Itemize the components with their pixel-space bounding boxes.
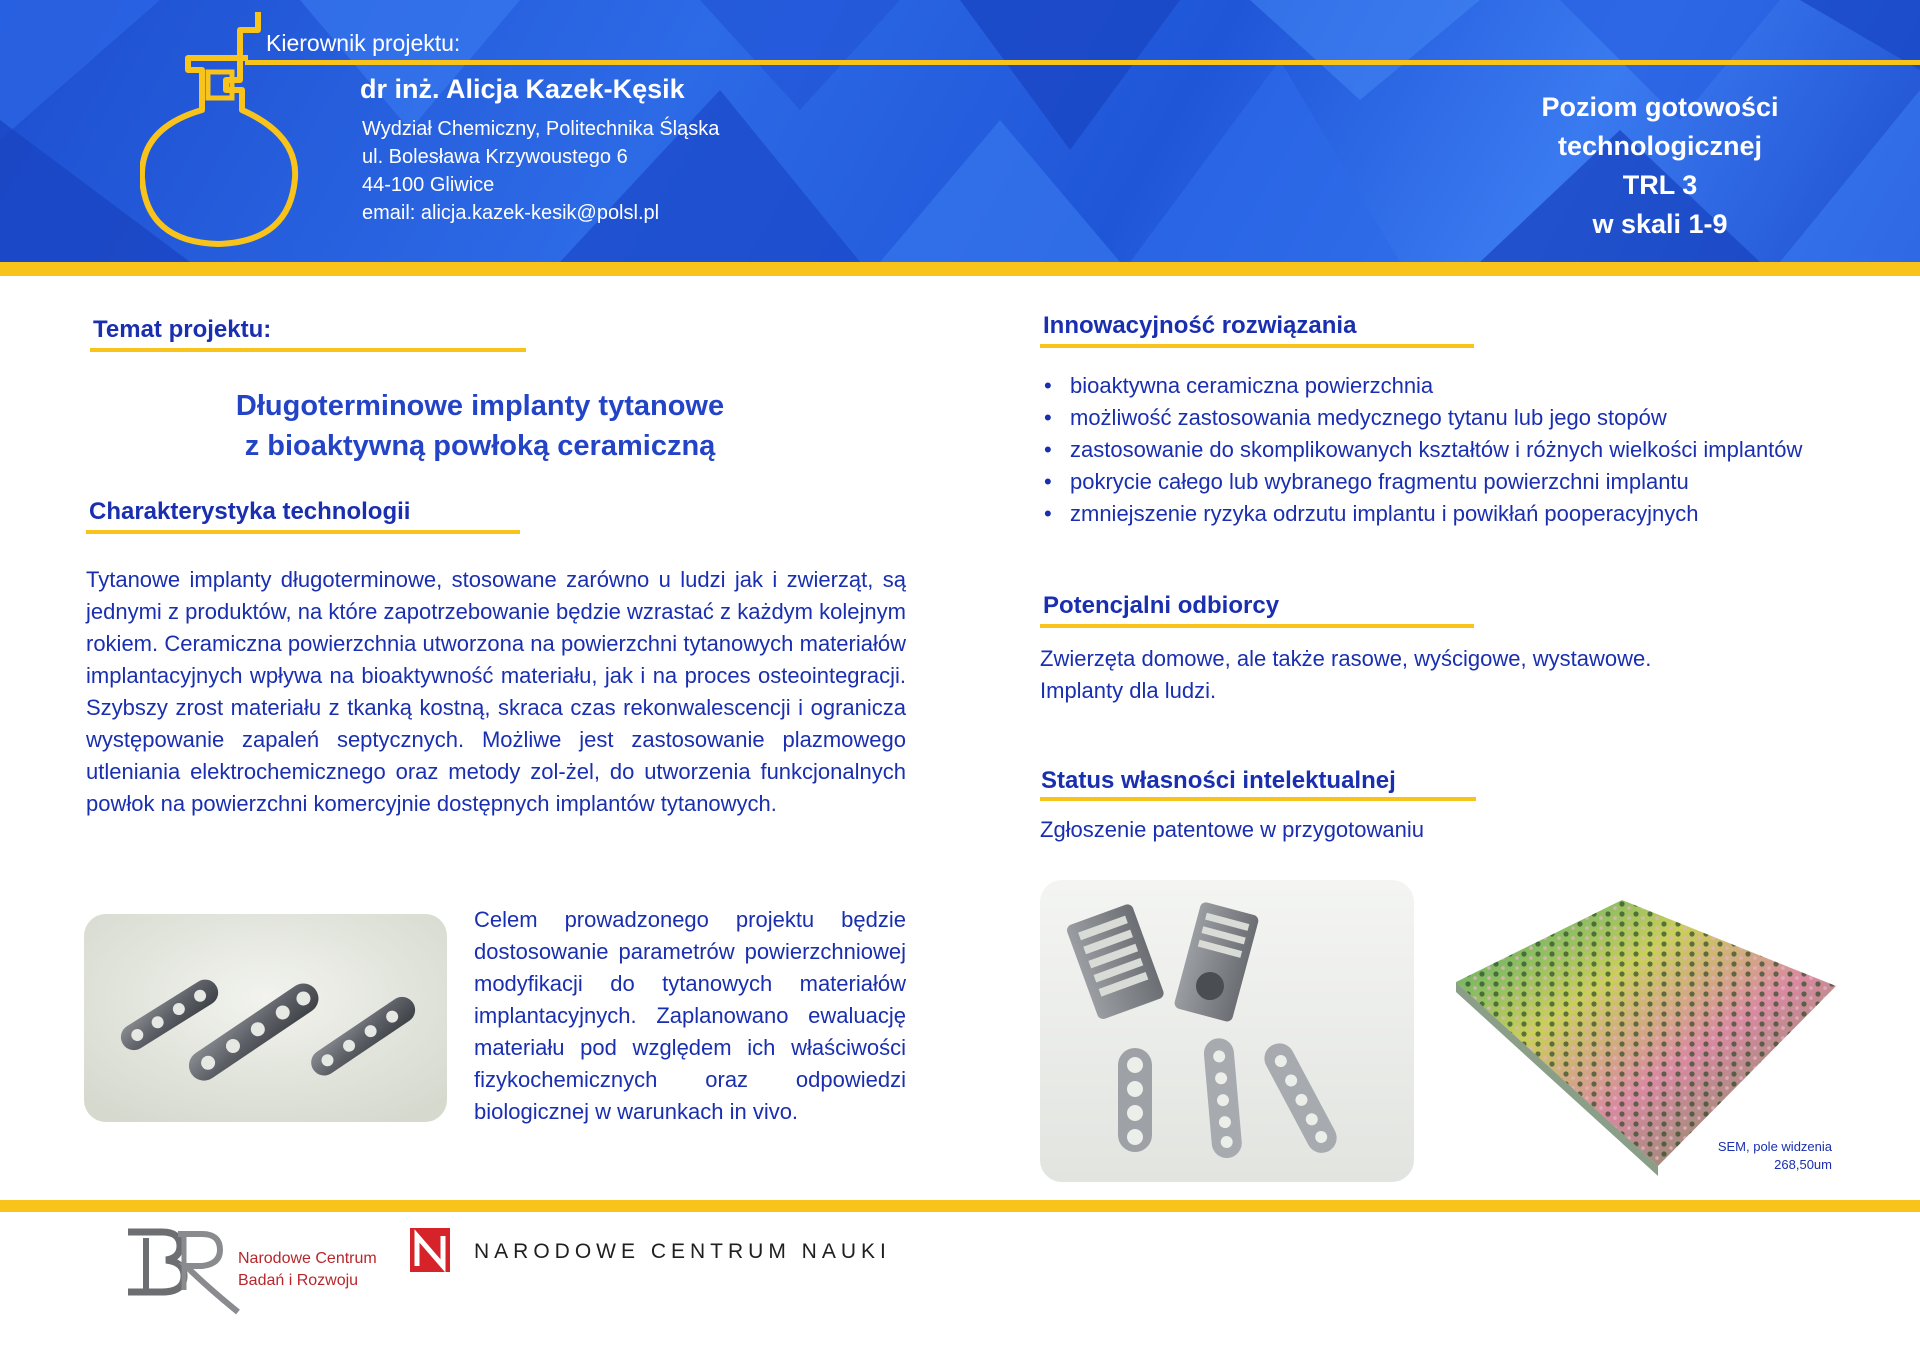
ip-heading: Status własności intelektualnej <box>1041 767 1396 794</box>
trl-line: Poziom gotowości <box>1541 92 1779 122</box>
pm-street: ul. Bolesława Krzywoustego 6 <box>362 146 628 168</box>
project-goal-text: Celem prowadzonego projektu będzie dostosowanie parametrów powierzchniowej modyfikacji do tytanowych materiałów implantacyjnych. Zaplanowano ewaluację materiału pod względem ich właściwości fizykochemicznych oraz odpowiedzi biologicznej w warunkach in vivo. <box>474 907 906 1124</box>
ip-status-text: Zgłoszenie patentowe w przygotowaniu <box>1040 817 1425 842</box>
trl-scale: w skali 1-9 <box>1592 209 1728 239</box>
pm-faculty: Wydział Chemiczny, Politechnika Śląska <box>362 118 720 140</box>
recipients-line: Zwierzęta domowe, ale także rasowe, wyścigowe, wystawowe. <box>1040 646 1652 671</box>
ip-underline <box>1040 797 1476 801</box>
ncbr-name-line: Badań i Rozwoju <box>238 1272 359 1289</box>
innovation-underline <box>1040 344 1474 348</box>
header-banner <box>0 0 1920 262</box>
list-item: • pokrycie całego lub wybranego fragmentu powierzchni implantu <box>1040 466 1802 498</box>
pm-email[interactable]: email: alicja.kazek-kesik@polsl.pl <box>362 202 660 224</box>
innovation-list <box>1040 370 1802 530</box>
topic-heading: Temat projektu: <box>93 316 272 343</box>
list-item: • bioaktywna ceramiczna powierzchnia <box>1040 370 1802 402</box>
ncbr-name-line: Narodowe Centrum <box>238 1250 377 1267</box>
implants-photo <box>1040 880 1414 1182</box>
header-yellow-line <box>245 60 1920 65</box>
ncbr-name <box>238 1248 377 1292</box>
tech-underline <box>86 530 520 534</box>
project-manager-name: dr inż. Alicja Kazek-Kęsik <box>360 74 685 104</box>
trl-line: technologicznej <box>1557 131 1763 161</box>
recipients-underline <box>1040 624 1474 628</box>
topic-underline <box>90 348 526 352</box>
project-manager-label: Kierownik projektu: <box>266 30 461 56</box>
footer-yellow-bar <box>0 1200 1920 1212</box>
trl-level: TRL 3 <box>1622 170 1698 200</box>
project-title-line: z bioaktywną powłoką ceramiczną <box>244 430 716 462</box>
ncn-name: NARODOWE CENTRUM NAUKI <box>474 1240 891 1263</box>
implant-plates-photo <box>84 914 447 1122</box>
innovation-heading: Innowacyjność rozwiązania <box>1043 312 1357 339</box>
recipients-line: Implanty dla ludzi. <box>1040 678 1217 703</box>
ncn-logo <box>410 1228 450 1272</box>
list-item: • zmniejszenie ryzyka odrzutu implantu i powikłań pooperacyjnych <box>1040 498 1802 530</box>
ncbr-logo <box>122 1224 242 1318</box>
header-yellow-bar <box>0 262 1920 276</box>
recipients-heading: Potencjalni odbiorcy <box>1043 592 1280 619</box>
tech-heading: Charakterystyka technologii <box>89 498 411 525</box>
tech-description: Tytanowe implanty długoterminowe, stosowane zarówno u ludzi jak i zwierząt, są jednymi z produktów, na które zapotrzebowanie będzie wzrastać z każdym kolejnym rokiem. Ceramiczna powierzchnia utworzona na powierzchni tytanowych materiałów implantacyjnych wpływa na bioaktywność materiału, jak i na proces osteointegracji. Szybszy zrost materiału z tkanką kostną, skraca czas rekonwalescencji i ogranicza występowanie zapaleń septycznych. Możliwe jest zastosowanie plazmowego utleniania elektrochemicznego oraz metody zol-żel, do utworzenia funkcjonalnych powłok na powierzchni komercyjnie dostępnych implantów tytanowych. <box>86 567 906 816</box>
sem-caption-line: SEM, pole widzenia <box>1717 1139 1832 1154</box>
sem-caption-line: 268,50um <box>1774 1157 1832 1172</box>
project-title-line: Długoterminowe implanty tytanowe <box>235 390 725 422</box>
list-item: • możliwość zastosowania medycznego tytanu lub jego stopów <box>1040 402 1802 434</box>
pm-city: 44-100 Gliwice <box>362 174 495 196</box>
sem-caption <box>1640 1138 1832 1174</box>
list-item: • zastosowanie do skomplikowanych kształtów i różnych wielkości implantów <box>1040 434 1802 466</box>
trl-block <box>1520 88 1800 244</box>
project-title <box>160 386 800 466</box>
